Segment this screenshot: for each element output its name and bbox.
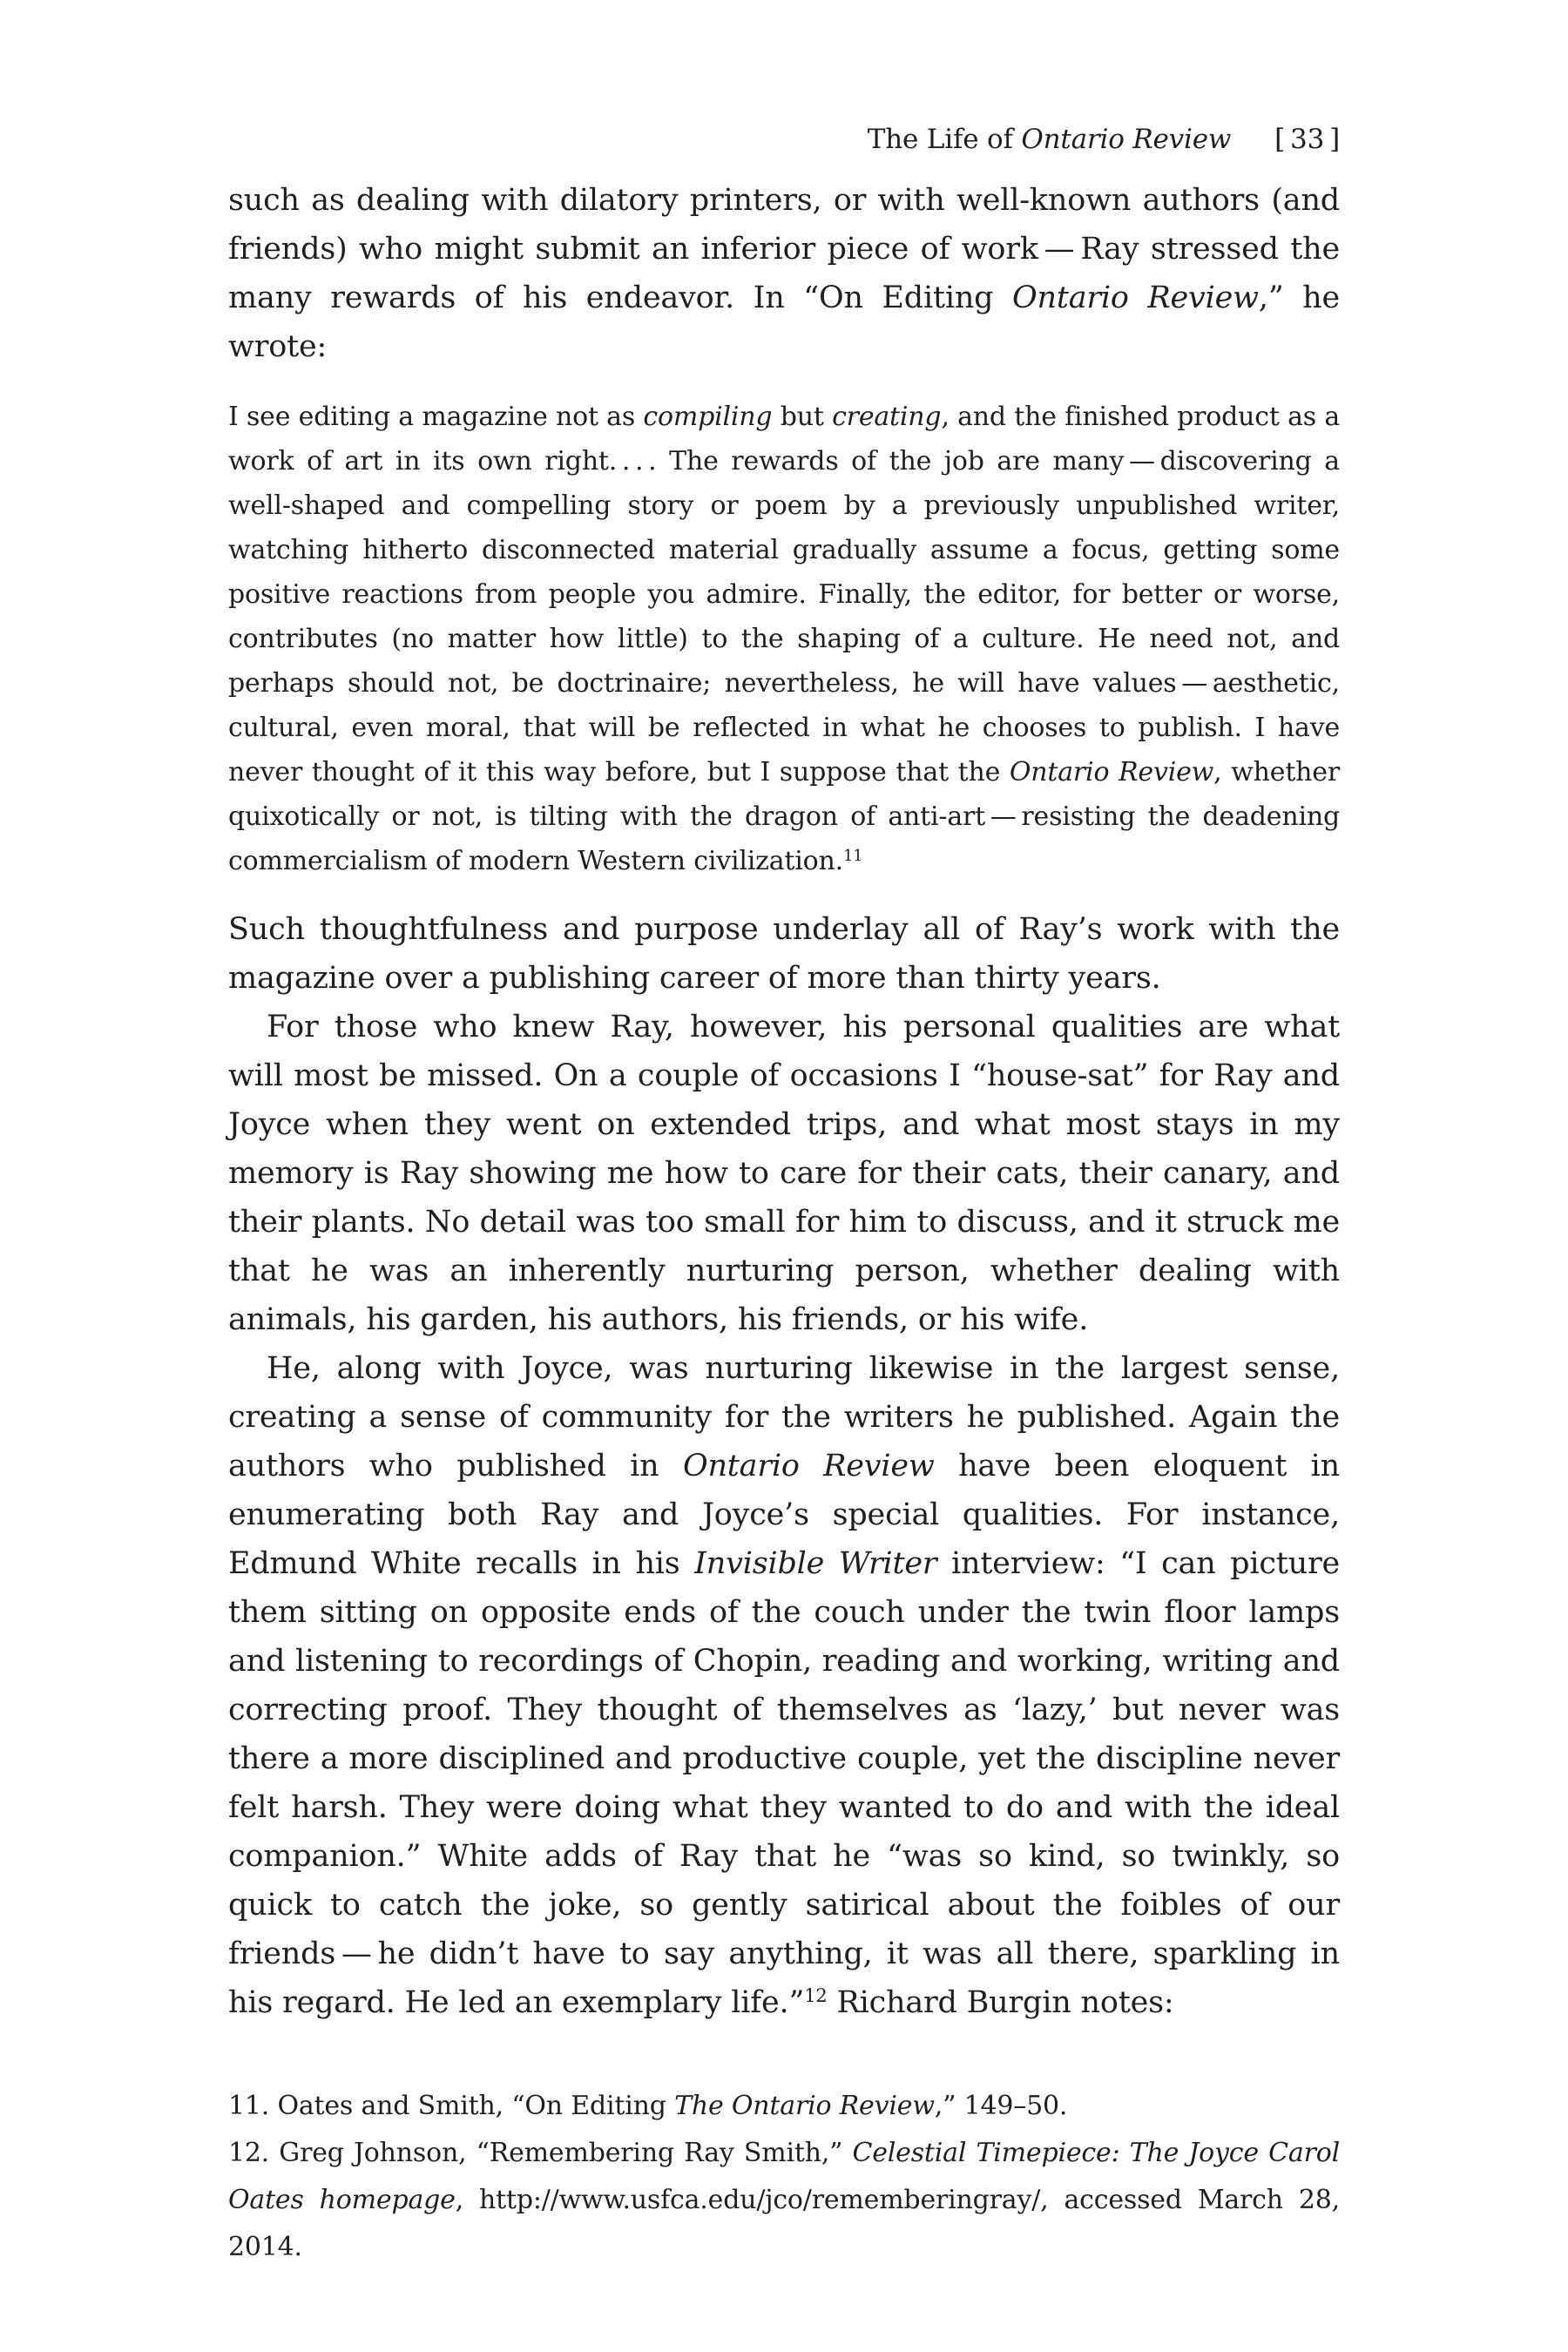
- text-run: The Ontario Review: [674, 2091, 935, 2121]
- running-header: [228, 122, 1340, 157]
- text-run: 12. Greg Johnson, “Remembering Ray Smith,”: [228, 2138, 853, 2168]
- text-run: For those who knew Ray, however, his personal qualities are what will most be missed. On a couple of occasions I “house-sat” for Ray and Joyce when they went on extended trips, and what most stays in my memory is Ray showing me how to care for their cats, their canary, and their plants. No detail was too small for him to discuss, and it struck me that he was an inherently nurturing person, whether dealing with animals, his garden, his authors, his friends, or his wife.: [228, 1010, 1340, 1337]
- text-run: ,” 149–50.: [934, 2091, 1068, 2121]
- text-run: such as dealing with dilatory printers, or with well-known authors (and friends) who might submit an inferior piece of work — Ray stressed the many rewards of his endeavor. In “On Editing: [228, 183, 1340, 315]
- text-run: , http://www.usfca.edu/jco/rememberingray/, accessed March 28, 2014.: [228, 2185, 1340, 2262]
- paragraph-he-along-with-joyce: [228, 1344, 1340, 2027]
- text-run: The Life of: [867, 124, 1022, 155]
- page-number: [ 33 ]: [1274, 124, 1340, 155]
- text-run: but: [772, 402, 833, 432]
- running-header-title: [868, 122, 1231, 157]
- text-run: I see editing a magazine not as: [228, 402, 644, 432]
- text-run: Ontario Review: [682, 1449, 935, 1484]
- text-run: ,” he wrote:: [228, 280, 1341, 364]
- text-run: , and the finished product as a work of art in its own right. . . . The rewards of the job are many — discovering a well-shaped and compelling story or poem by a previously unpublished writer, watching hitherto disconnected material gradually assume a focus, getting some positive reactions from people you admire. Finally, the editor, for better or worse, contributes (no matter how little) to the shaping of a culture. He need not, and perhaps should not, be doctrinaire; nevertheless, he will have values — aesthetic, cultural, even moral, that will be reflected in what he chooses to publish. I have never thought of it this way before, but I suppose that the: [228, 402, 1341, 787]
- footnote-marker: 12: [804, 1985, 828, 2007]
- text-run: creating: [832, 402, 942, 432]
- text-run: He, along with Joyce, was nurturing likewise in the largest sense, creating a sense of community for the writers he published. Again the authors who published in: [228, 1351, 1340, 1484]
- paragraph-such-thoughtfulness: [228, 905, 1340, 1003]
- footnotes-section: [228, 2083, 1340, 2271]
- text-run: Such thoughtfulness and purpose underlay all of Ray’s work with the magazine over a publishing career of more than thirty years.: [228, 912, 1340, 996]
- text-run: compiling: [643, 402, 773, 432]
- text-run: have been eloquent in enumerating both Ray and Joyce’s special qualities. For instance, Edmund White recalls in his: [228, 1449, 1340, 1581]
- text-run: Richard Burgin notes:: [827, 1985, 1174, 2020]
- block-quote-on-editing: [228, 395, 1340, 883]
- text-run: , whether quixotically or not, is tilting with the dragon of anti-art — resisting the deadening commercialism of modern Western civilization.: [228, 757, 1340, 876]
- text-run: Ontario Review: [1021, 124, 1232, 155]
- paragraph-continuation: [228, 176, 1340, 371]
- text-run: 11. Oates and Smith, “On Editing: [228, 2091, 675, 2121]
- footnote-marker: 11: [843, 847, 863, 866]
- text-run: Ontario Review: [1012, 280, 1259, 315]
- footnote-11: [228, 2083, 1340, 2130]
- text-run: interview: “I can picture them sitting on opposite ends of the couch under the twin floor lamps and listening to recordings of Chopin, reading and working, writing and correcting proof. They thought of themselves as ‘lazy,’ but never was there a more disciplined and productive couple, yet the discipline never felt harsh. They were doing what they wanted to do and with the ideal companion.” White adds of Ray that he “was so kind, so twinkly, so quick to catch the joke, so gently satirical about the foibles of our friends — he didn’t have to say anything, it was all there, sparkling in his regard. He led an exemplary life.”: [228, 1546, 1340, 2020]
- footnote-12: [228, 2130, 1340, 2271]
- text-run: Celestial Timepiece: The Joyce Carol Oates homepage: [228, 2138, 1340, 2215]
- page-body: [228, 176, 1340, 2027]
- text-run: Ontario Review: [1009, 757, 1214, 787]
- text-run: Invisible Writer: [694, 1546, 937, 1581]
- paragraph-for-those-who-knew: [228, 1003, 1340, 1344]
